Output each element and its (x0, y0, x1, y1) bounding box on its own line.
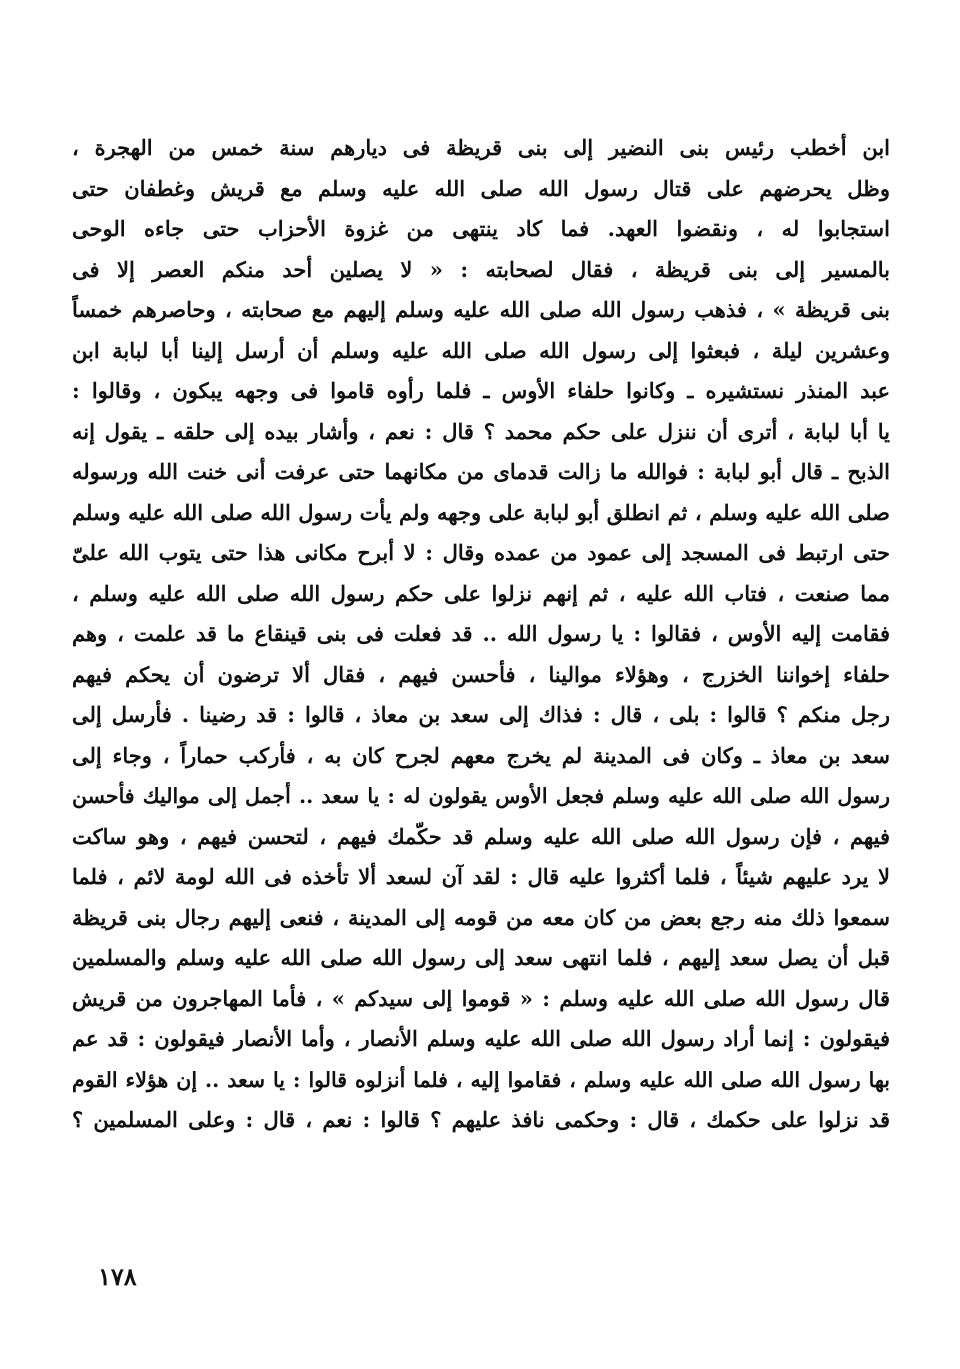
text-line: رسول الله صلى الله عليه وسلم فجعل الأوس يقولون له : يا سعد .. أجمل إلى مواليك فأحسن (72, 784, 890, 808)
text-line: عبد المنذر نستشيره ـ وكانوا حلفاء الأوس ـ فلما رأوه قاموا فى وجهه يبكون ، وقالوا : (72, 378, 890, 403)
text-line: مما صنعت ، فتاب الله عليه ، ثم إنهم نزلوا على حكم رسول الله صلى الله عليه وسلم ، (72, 580, 890, 606)
page-number: ١٧٨ (98, 1262, 137, 1291)
text-line: بها رسول الله صلى الله عليه وسلم ، فقاموا إليه ، فلما أنزلوه قالوا : يا سعد .. إن هؤلاء القوم (72, 1067, 890, 1092)
text-line: استجابوا له ، ونقضوا العهد. فما كاد ينتهى من غزوة الأحزاب حتى جاءه الوحى (72, 216, 890, 241)
body-text (72, 128, 890, 1141)
text-line: حلفاء إخواننا الخزرج ، وهؤلاء موالينا ، فأحسن فيهم ، فقال ألا ترضون أن يحكم فيهم (72, 661, 890, 687)
text-line: قال رسول الله صلى الله عليه وسلم : « قوموا إلى سيدكم » ، فأما المهاجرون من قريش (72, 985, 890, 1011)
text-line: الذبح ـ قال أبو لبابة : فوالله ما زالت قدماى من مكانهما حتى عرفت أنى خنت الله ورسوله (72, 459, 890, 484)
text-line: قد نزلوا على حكمك ، قال : وحكمى نافذ عليهم ؟ قالوا : نعم ، قال : وعلى المسلمين ؟ (72, 1107, 890, 1132)
text-line: ابن أخطب رئيس بنى النضير إلى بنى قريظة فى ديارهم سنة خمس من الهجرة ، (72, 135, 890, 160)
text-line: فيهم ، فإن رسول الله صلى الله عليه وسلم قد حكّمك فيهم ، لتحسن فيهم ، وهو ساكت (72, 823, 890, 849)
text-line: بالمسير إلى بنى قريظة ، فقال لصحابته : « لا يصلين أحد منكم العصر إلا فى (72, 256, 890, 282)
text-line: رجل منكم ؟ قالوا : بلى ، قال : فذاك إلى سعد بن معاذ ، قالوا : قد رضينا . فأرسل إلى (72, 702, 890, 727)
text-line: وظل يحرضهم على قتال رسول الله صلى الله عليه وسلم مع قريش وغطفان حتى (72, 175, 890, 201)
text-line: بنى قريظة » ، فذهب رسول الله صلى الله عليه وسلم إليهم مع صحابته ، وحاصرهم خمساً (72, 297, 890, 322)
text-line: لا يرد عليهم شيئاً ، فلما أكثروا عليه قال : لقد آن لسعد ألا تأخذه فى الله لومة لائم ، فلما (72, 864, 890, 889)
text-line: سمعوا ذلك منه رجع بعض من كان معه من قومه إلى المدينة ، فنعى إليهم رجال بنى قريظة (72, 904, 890, 930)
text-line: سعد بن معاذ ـ وكان فى المدينة لم يخرج معهم لجرح كان به ، فأركب حماراً ، وجاء إلى (72, 742, 890, 768)
text-line: قبل أن يصل سعد إليهم ، فلما انتهى سعد إلى رسول الله صلى الله عليه وسلم والمسلمين (72, 945, 890, 970)
text-line: وعشرين ليلة ، فبعثوا إلى رسول الله صلى الله عليه وسلم أن أرسل إلينا أبا لبابة ابن (72, 337, 890, 363)
text-line: فقامت إليه الأوس ، فقالوا : يا رسول الله .. قد فعلت فى بنى قينقاع ما قد علمت ، وهم (72, 621, 890, 646)
text-line: يا أبا لبابة ، أترى أن ننزل على حكم محمد ؟ قال : نعم ، وأشار بيده إلى حلقه ـ يقول إنه (72, 418, 890, 444)
text-line: فيقولون : إنما أراد رسول الله صلى الله عليه وسلم الأنصار ، وأما الأنصار فيقولون : قد عم (72, 1026, 890, 1051)
text-line: حتى ارتبط فى المسجد إلى عمود من عمده وقال : لا أبرح مكانى هذا حتى يتوب الله علىّ (72, 540, 890, 565)
text-line: صلى الله عليه وسلم ، ثم انطلق أبو لبابة على وجهه ولم يأت رسول الله صلى الله عليه وسلم (72, 499, 890, 525)
